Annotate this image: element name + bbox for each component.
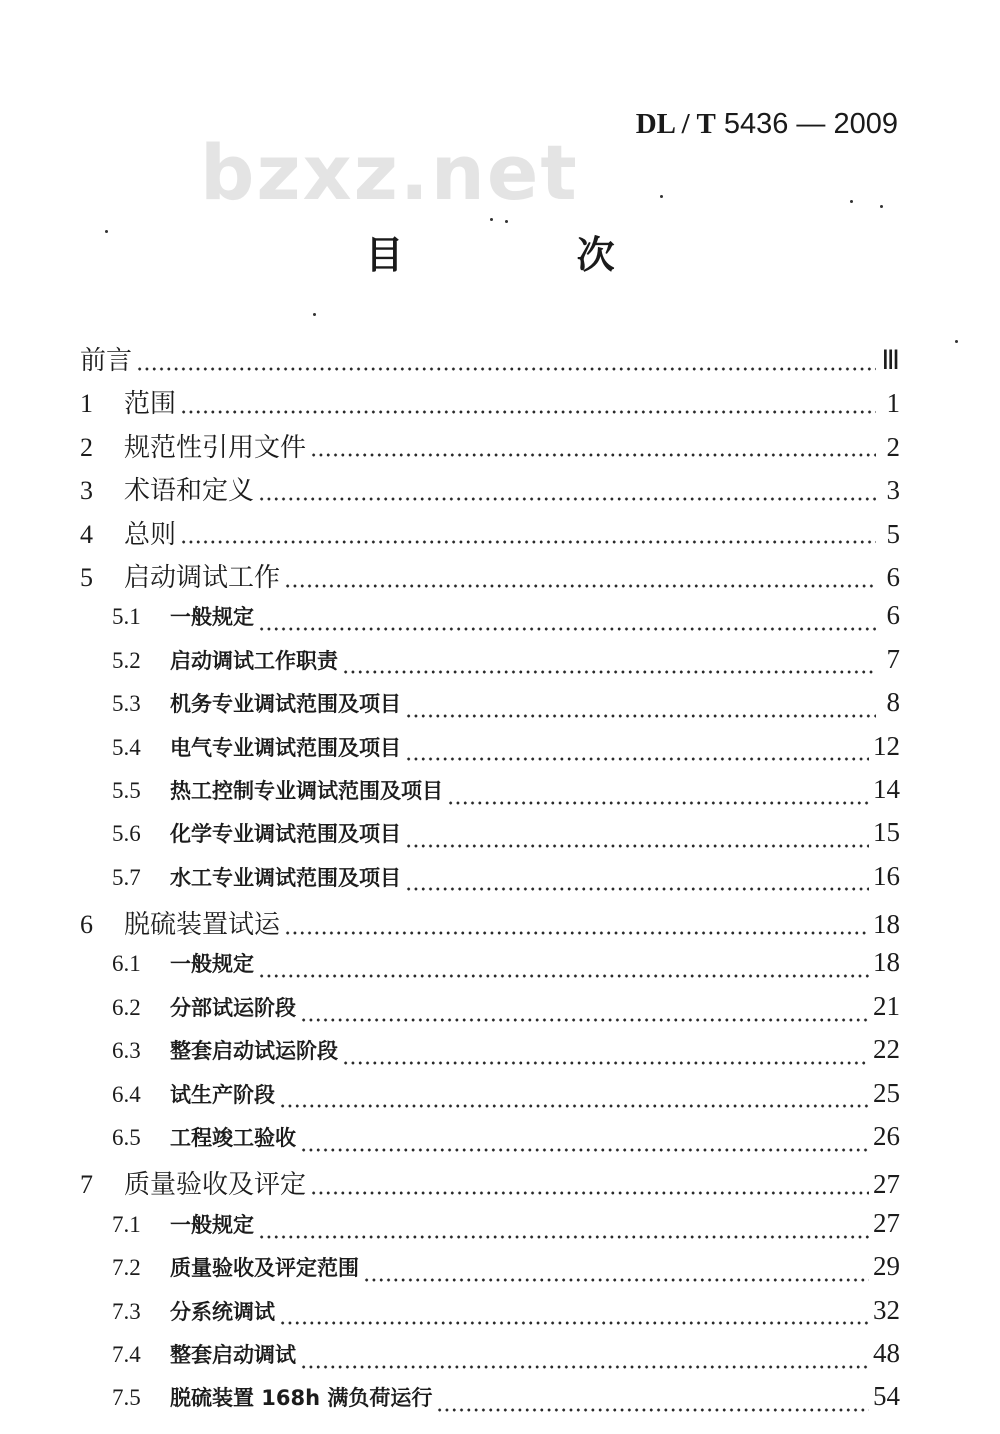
- scan-speck: [505, 220, 508, 223]
- toc-entry-page: 8: [886, 687, 900, 718]
- toc-entry-number: 5.2: [112, 647, 141, 673]
- dot-leader: [258, 974, 869, 978]
- toc-entry-label: 一般规定: [170, 952, 254, 977]
- toc-entry[interactable]: [80, 731, 900, 774]
- dot-leader: [405, 714, 876, 718]
- toc-entry-number: 5.4: [112, 734, 141, 760]
- toc-entry-page: 29: [873, 1251, 900, 1282]
- toc-entry-number: 7: [80, 1170, 93, 1200]
- toc-entry-page: 21: [873, 990, 900, 1021]
- toc-entry-label: 一般规定: [170, 605, 254, 630]
- dot-leader: [180, 540, 876, 544]
- toc-entry[interactable]: [80, 774, 900, 817]
- dot-leader: [258, 497, 876, 501]
- toc-entry-page: 48: [873, 1337, 900, 1368]
- dot-leader: [405, 757, 869, 761]
- dot-leader: [405, 844, 869, 848]
- toc-entry-page: 1: [886, 388, 900, 419]
- toc-entry[interactable]: [80, 1251, 900, 1294]
- dot-leader: [284, 584, 876, 588]
- toc-entry-number: 5.1: [112, 604, 141, 630]
- toc-entry[interactable]: [80, 470, 900, 513]
- dot-leader: [405, 887, 869, 891]
- toc-entry-label: 启动调试工作职责: [170, 648, 338, 673]
- toc-entry-number: 5: [80, 562, 93, 592]
- toc-entry-label: 启动调试工作: [124, 562, 281, 593]
- scan-speck: [850, 200, 853, 203]
- toc-entry-label: 化学专业调试范围及项目: [170, 822, 401, 847]
- toc-entry-label: 水工专业调试范围及项目: [170, 865, 401, 890]
- scan-speck: [955, 340, 958, 343]
- table-of-contents: [80, 340, 900, 1425]
- toc-entry-page: 3: [886, 475, 900, 506]
- dot-leader: [136, 367, 876, 371]
- toc-entry-label: 整套启动调试: [170, 1342, 296, 1367]
- dot-leader: [279, 1104, 869, 1108]
- toc-entry[interactable]: [80, 817, 900, 860]
- toc-entry-number: 7.3: [112, 1298, 141, 1324]
- toc-entry-number: 5.7: [112, 864, 141, 890]
- dot-leader: [258, 627, 876, 631]
- toc-entry-number: 1: [80, 389, 93, 419]
- toc-entry-page: 22: [873, 1034, 900, 1065]
- dot-leader: [300, 1018, 869, 1022]
- standard-code: [636, 108, 898, 141]
- scan-speck: [660, 195, 663, 198]
- toc-entry-page: 27: [873, 1169, 900, 1200]
- toc-entry[interactable]: [80, 1078, 900, 1121]
- toc-entry-label: 脱硫装置试运: [124, 910, 281, 941]
- toc-entry[interactable]: [80, 600, 900, 643]
- toc-entry[interactable]: [80, 557, 900, 600]
- toc-entry-page: 6: [886, 561, 900, 592]
- toc-entry[interactable]: [80, 947, 900, 990]
- toc-entry[interactable]: [80, 514, 900, 557]
- toc-entry-label: 术语和定义: [124, 476, 255, 507]
- toc-entry[interactable]: [80, 1121, 900, 1164]
- toc-entry-number: 7.2: [112, 1255, 141, 1281]
- toc-entry-label: 前言: [80, 346, 133, 376]
- toc-entry-label: 范围: [124, 389, 177, 420]
- toc-entry[interactable]: [80, 383, 900, 426]
- dot-leader: [436, 1408, 869, 1412]
- toc-entry-number: 6.4: [112, 1081, 141, 1107]
- toc-entry-number: 5.5: [112, 777, 141, 803]
- toc-entry-page: 2: [886, 431, 900, 462]
- toc-entry-label: 总则: [124, 519, 177, 550]
- dot-leader: [310, 1191, 869, 1195]
- dot-leader: [258, 1235, 869, 1239]
- toc-entry-number: 7.4: [112, 1341, 141, 1367]
- toc-entry-number: 3: [80, 476, 93, 506]
- toc-entry-label: 一般规定: [170, 1212, 254, 1237]
- toc-entry-number: 6.5: [112, 1125, 141, 1151]
- toc-entry[interactable]: [80, 1034, 900, 1077]
- toc-entry-page: Ⅲ: [881, 345, 900, 375]
- dot-leader: [284, 931, 869, 935]
- toc-entry-number: 5.3: [112, 691, 141, 717]
- toc-entry-label: 质量验收及评定: [124, 1170, 307, 1201]
- toc-entry-page: 14: [873, 773, 900, 804]
- toc-entry-number: 2: [80, 432, 93, 462]
- toc-entry[interactable]: [80, 644, 900, 687]
- toc-entry-page: 18: [873, 909, 900, 940]
- toc-entry-number: 5.6: [112, 821, 141, 847]
- toc-entry-number: 6.3: [112, 1038, 141, 1064]
- toc-entry-label: 机务专业调试范围及项目: [170, 692, 401, 717]
- scan-speck: [490, 218, 493, 221]
- toc-entry-label: 试生产阶段: [170, 1082, 275, 1107]
- toc-entry-number: 6.1: [112, 951, 141, 977]
- toc-entry[interactable]: [80, 340, 900, 383]
- dot-leader: [180, 410, 876, 414]
- toc-entry[interactable]: [80, 1164, 900, 1207]
- toc-entry-number: 4: [80, 519, 93, 549]
- toc-entry[interactable]: [80, 427, 900, 470]
- scan-speck: [880, 205, 883, 208]
- toc-entry-page: 12: [873, 730, 900, 761]
- toc-entry-number: 6.2: [112, 994, 141, 1020]
- dot-leader: [342, 1061, 869, 1065]
- toc-entry[interactable]: [80, 861, 900, 904]
- standard-number: 5436 — 2009: [723, 108, 898, 140]
- toc-entry[interactable]: [80, 1295, 900, 1338]
- toc-entry-number: 7.5: [112, 1385, 141, 1411]
- toc-entry-page: 15: [873, 817, 900, 848]
- toc-entry[interactable]: [80, 991, 900, 1034]
- toc-entry[interactable]: [80, 1208, 900, 1251]
- toc-entry-label: 质量验收及评定范围: [170, 1256, 359, 1281]
- toc-entry-label: 工程竣工验收: [170, 1126, 296, 1151]
- toc-entry[interactable]: [80, 687, 900, 730]
- toc-entry-label: 规范性引用文件: [124, 432, 307, 463]
- toc-entry-label: 热工控制专业调试范围及项目: [170, 778, 443, 803]
- scan-speck: [105, 230, 108, 233]
- standard-prefix: DL / T: [635, 108, 716, 140]
- toc-entry-label: 电气专业调试范围及项目: [170, 735, 401, 760]
- page-title: 目 次: [365, 233, 695, 277]
- dot-leader: [342, 670, 876, 674]
- toc-entry-page: 26: [873, 1121, 900, 1152]
- dot-leader: [310, 453, 876, 457]
- toc-entry-page: 6: [886, 600, 900, 631]
- toc-entry-page: 7: [886, 643, 900, 674]
- dot-leader: [300, 1148, 869, 1152]
- toc-entry-page: 54: [873, 1381, 900, 1412]
- toc-entry-label: 分系统调试: [170, 1299, 275, 1324]
- dot-leader: [300, 1365, 869, 1369]
- toc-entry[interactable]: [80, 1381, 900, 1424]
- toc-entry-label: 脱硫装置 168h 满负荷运行: [170, 1386, 433, 1411]
- toc-entry-page: 32: [873, 1294, 900, 1325]
- toc-entry-label: 整套启动试运阶段: [170, 1039, 338, 1064]
- toc-entry-page: 16: [873, 860, 900, 891]
- toc-entry-label: 分部试运阶段: [170, 995, 296, 1020]
- dot-leader: [279, 1321, 869, 1325]
- toc-entry[interactable]: [80, 1338, 900, 1381]
- toc-entry[interactable]: [80, 904, 900, 947]
- toc-entry-page: 25: [873, 1077, 900, 1108]
- toc-entry-number: 7.1: [112, 1211, 141, 1237]
- toc-entry-page: 5: [886, 518, 900, 549]
- dot-leader: [447, 801, 869, 805]
- toc-entry-page: 18: [873, 947, 900, 978]
- toc-entry-number: 6: [80, 910, 93, 940]
- scan-speck: [313, 313, 316, 316]
- toc-entry-page: 27: [873, 1207, 900, 1238]
- dot-leader: [363, 1278, 869, 1282]
- watermark: bzxz.net: [200, 128, 579, 217]
